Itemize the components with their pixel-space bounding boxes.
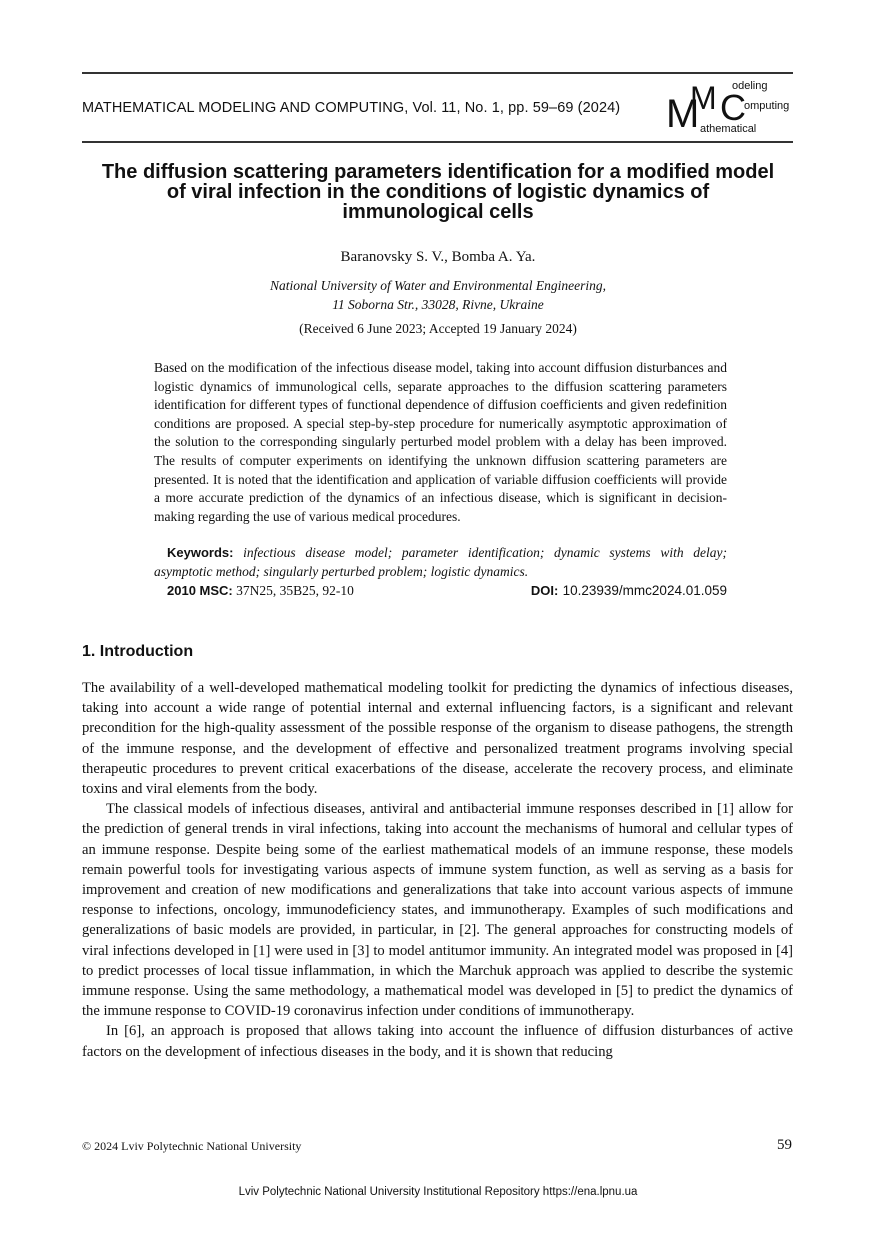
paper-title: The diffusion scattering parameters identification for a modified model of viral infection in the conditions of logistic dynamics of immunological cells bbox=[101, 161, 775, 223]
repository-footer: Lviv Polytechnic National University Institutional Repository https://ena.lpnu.ua bbox=[238, 1186, 638, 1198]
received-dates: (Received 6 June 2023; Accepted 19 January 2024) bbox=[299, 321, 577, 336]
section-heading: 1. Introduction bbox=[82, 643, 194, 660]
affiliation bbox=[0, 276, 876, 314]
logo-letter-c: C bbox=[720, 87, 746, 128]
body-text bbox=[82, 678, 793, 1062]
logo-mathematical: athematical bbox=[700, 123, 757, 135]
doi-label: DOI: bbox=[530, 583, 559, 598]
msc-codes bbox=[167, 583, 354, 599]
affiliation-line: 11 Soborna Str., 33028, Rivne, Ukraine bbox=[332, 297, 544, 312]
logo-modeling: odeling bbox=[732, 80, 768, 92]
authors: Baranovsky S. V., Bomba A. Ya. bbox=[340, 249, 536, 265]
keywords-label: Keywords: bbox=[167, 545, 234, 560]
paragraph: The classical models of infectious diseases, antiviral and antibacterial immune responses described in [1] allow for the prediction of general trends in viral infections, taking into account the mechanisms of humoral and cellular types of an immune response. Despite being some of the earliest mathematical models of an immune response, these models remain powerful tools for investigating various aspects of immune system function, as well as serving as a basis for improvement and creation of new modifications and generalizations that take into account various aspects of immune response to infections, oncology, immunodeficiency states, and immunotherapy. Examples of such modifications and generalizations of basic models are provided, in particular, in [2]. The general approaches for constructing models of viral infections developed in [1] were used in [3] to model antitumor immunity. An integrated model was proposed in [4] to predict processes of local tissue inflammation, in which the Marchuk approach was applied to describe the systemic immune response. Using the same methodology, a mathematical model was developed in [5] to predict the dynamics of the immune response to COVID-19 coronavirus infection under conditions of immunotherapy. bbox=[82, 801, 793, 1020]
abstract: Based on the modification of the infectious disease model, taking into account diffusion disturbances and logistic dynamics of immunological cells, separate approaches to the diffusion scattering parameters identification for different types of functional dependence of diffusion coefficients and given redefinition conditions are proposed. A special step-by-step procedure for numerically asymptotic approximation of the solution to the corresponding singularly perturbed model problem with a delay has been improved. The results of computer experiments on identifying the unknown diffusion scattering parameters are presented. It is noted that the identification and application of variable diffusion coefficients will provide a more accurate prediction of the dynamics of an infectious disease, which is significant in decision-making regarding the use of various medical procedures. bbox=[154, 360, 727, 524]
logo-letter-m2: M bbox=[690, 80, 717, 116]
page-number: 59 bbox=[777, 1137, 792, 1153]
keywords-text: infectious disease model; parameter identification; dynamic systems with delay; asymptotic method; singularly perturbed problem; logistic dynamics. bbox=[154, 545, 727, 579]
journal-header: MATHEMATICAL MODELING AND COMPUTING, Vol. 11, No. 1, pp. 59–69 (2024) bbox=[82, 100, 621, 116]
copyright: © 2024 Lviv Polytechnic National University bbox=[82, 1139, 302, 1153]
msc-label: 2010 MSC: bbox=[167, 583, 233, 598]
keywords bbox=[154, 543, 727, 581]
journal-logo bbox=[666, 80, 796, 140]
affiliation-line: National University of Water and Environmental Engineering, bbox=[269, 278, 607, 293]
paragraph: In [6], an approach is proposed that allows taking into account the influence of diffusion disturbances of active factors on the development of infectious diseases in the body, and it is shown that reducing bbox=[82, 1023, 793, 1060]
doi bbox=[531, 583, 727, 599]
msc-text: 37N25, 35B25, 92-10 bbox=[236, 583, 354, 598]
paragraph: The availability of a well-developed mathematical modeling toolkit for predicting the dynamics of infectious diseases, taking into account a wide range of potential internal and external influencing factors, is a significant and relevant precondition for the high-quality assessment of the possible response of the organism to disease pathogens, the strength of the immune response, and the development of effective and personalized treatment programs involving special therapeutic procedures to prevent critical exacerbations of the disease, accelerate the recovery process, and eliminate toxins and viral elements from the body. bbox=[82, 680, 793, 798]
header-top-rule bbox=[82, 72, 793, 74]
doi-link[interactable]: 10.23939/mmc2024.01.059 bbox=[562, 583, 727, 598]
logo-letter-m: M bbox=[666, 92, 700, 136]
header-bottom-rule bbox=[82, 141, 793, 143]
logo-computing: omputing bbox=[744, 100, 790, 112]
